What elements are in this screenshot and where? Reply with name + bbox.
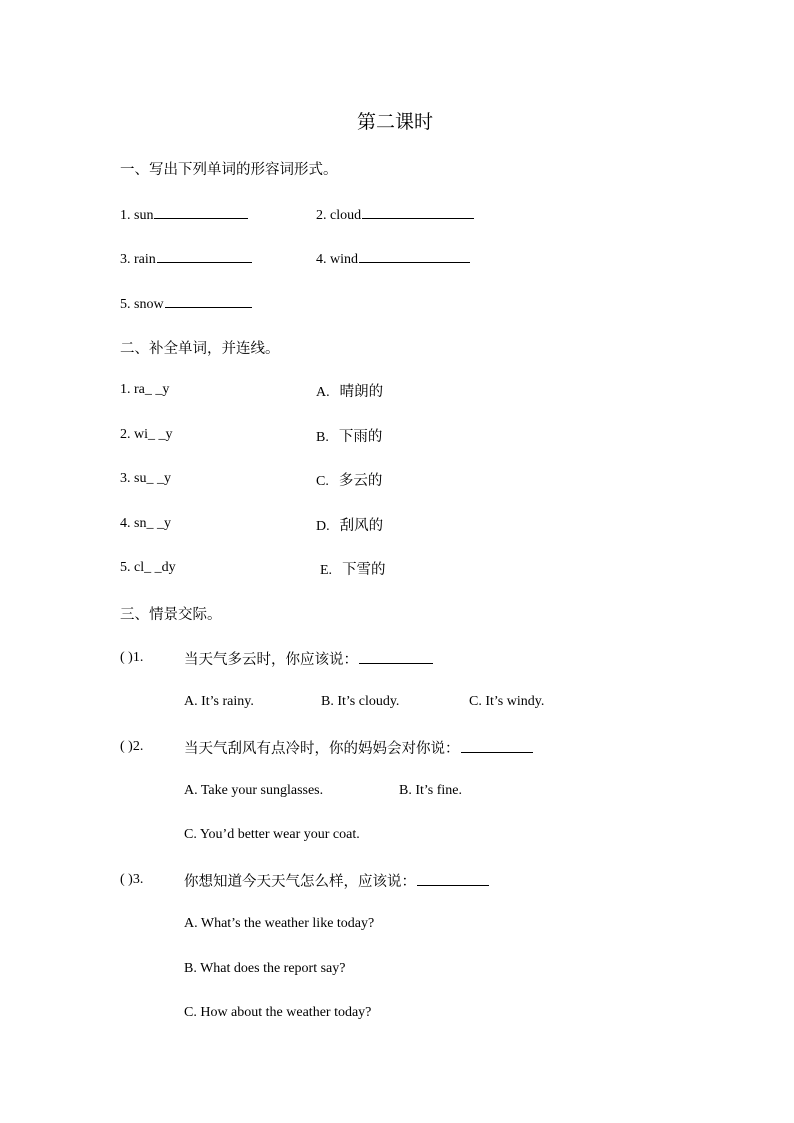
answer-blank[interactable] <box>362 204 474 219</box>
s1-item-label: 1. sun <box>120 208 154 223</box>
option-letter: C. <box>316 474 329 489</box>
q3-option-a: A. What’s the weather like today? <box>184 916 375 931</box>
s1-item-2 <box>316 204 474 224</box>
s2-word-3: 3. su_ _y <box>120 471 171 486</box>
s2-meaning-1 <box>316 380 383 401</box>
q2-option-c: C. You’d better wear your coat. <box>184 827 360 842</box>
s2-meaning-4 <box>316 514 383 535</box>
q2-bracket: ( )2. <box>120 739 144 754</box>
answer-blank[interactable] <box>359 248 470 263</box>
q1-option-a: A. It’s rainy. <box>184 694 254 709</box>
s1-item-label: 5. snow <box>120 297 164 312</box>
question-text: 当天气多云时，你应该说： <box>184 652 358 668</box>
page-title: 第二课时 <box>357 111 434 133</box>
q1-bracket: ( )1. <box>120 650 144 665</box>
s1-item-label: 3. rain <box>120 252 156 267</box>
answer-blank[interactable] <box>461 738 533 753</box>
q1-question <box>184 648 433 669</box>
section2-heading: 二、补全单词，并连线。 <box>120 341 280 357</box>
s2-meaning-2 <box>316 425 382 446</box>
s1-item-3 <box>120 248 252 268</box>
option-letter: D. <box>316 519 330 534</box>
s1-item-4 <box>316 248 470 268</box>
s2-word-1: 1. ra_ _y <box>120 382 170 397</box>
s2-meaning-3 <box>316 469 382 490</box>
answer-blank[interactable] <box>154 204 248 219</box>
question-text: 你想知道今天天气怎么样，应该说： <box>184 874 416 890</box>
q1-option-c: C. It’s windy. <box>469 694 545 709</box>
meaning-text: 晴朗的 <box>339 384 384 400</box>
s2-word-4: 4. sn_ _y <box>120 516 171 531</box>
q3-question <box>184 870 489 891</box>
q2-option-b: B. It’s fine. <box>399 783 462 798</box>
meaning-text: 下雨的 <box>338 429 383 445</box>
meaning-text: 下雪的 <box>342 562 386 578</box>
option-letter: E. <box>320 563 333 578</box>
option-letter: A. <box>316 385 330 400</box>
q1-option-b: B. It’s cloudy. <box>321 694 400 709</box>
meaning-text: 刮风的 <box>339 518 384 534</box>
q3-bracket: ( )3. <box>120 872 144 887</box>
s1-item-1 <box>120 204 248 224</box>
q3-option-c: C. How about the weather today? <box>184 1005 372 1020</box>
answer-blank[interactable] <box>417 871 489 886</box>
meaning-text: 多云的 <box>338 473 383 489</box>
s1-item-label: 4. wind <box>316 252 358 267</box>
s1-item-label: 2. cloud <box>316 208 362 223</box>
option-letter: B. <box>316 430 329 445</box>
section3-heading: 三、情景交际。 <box>120 607 222 623</box>
q3-option-b: B. What does the report say? <box>184 961 346 976</box>
answer-blank[interactable] <box>359 649 433 664</box>
s2-meaning-5 <box>320 558 386 579</box>
answer-blank[interactable] <box>157 248 252 263</box>
q2-option-a: A. Take your sunglasses. <box>184 783 324 798</box>
s2-word-5: 5. cl_ _dy <box>120 560 176 575</box>
question-text: 当天气刮风有点冷时，你的妈妈会对你说： <box>184 741 460 757</box>
s1-item-5 <box>120 293 252 313</box>
q2-question <box>184 737 533 758</box>
answer-blank[interactable] <box>165 293 252 308</box>
section1-heading: 一、写出下列单词的形容词形式。 <box>120 162 338 178</box>
s2-word-2: 2. wi_ _y <box>120 427 173 442</box>
